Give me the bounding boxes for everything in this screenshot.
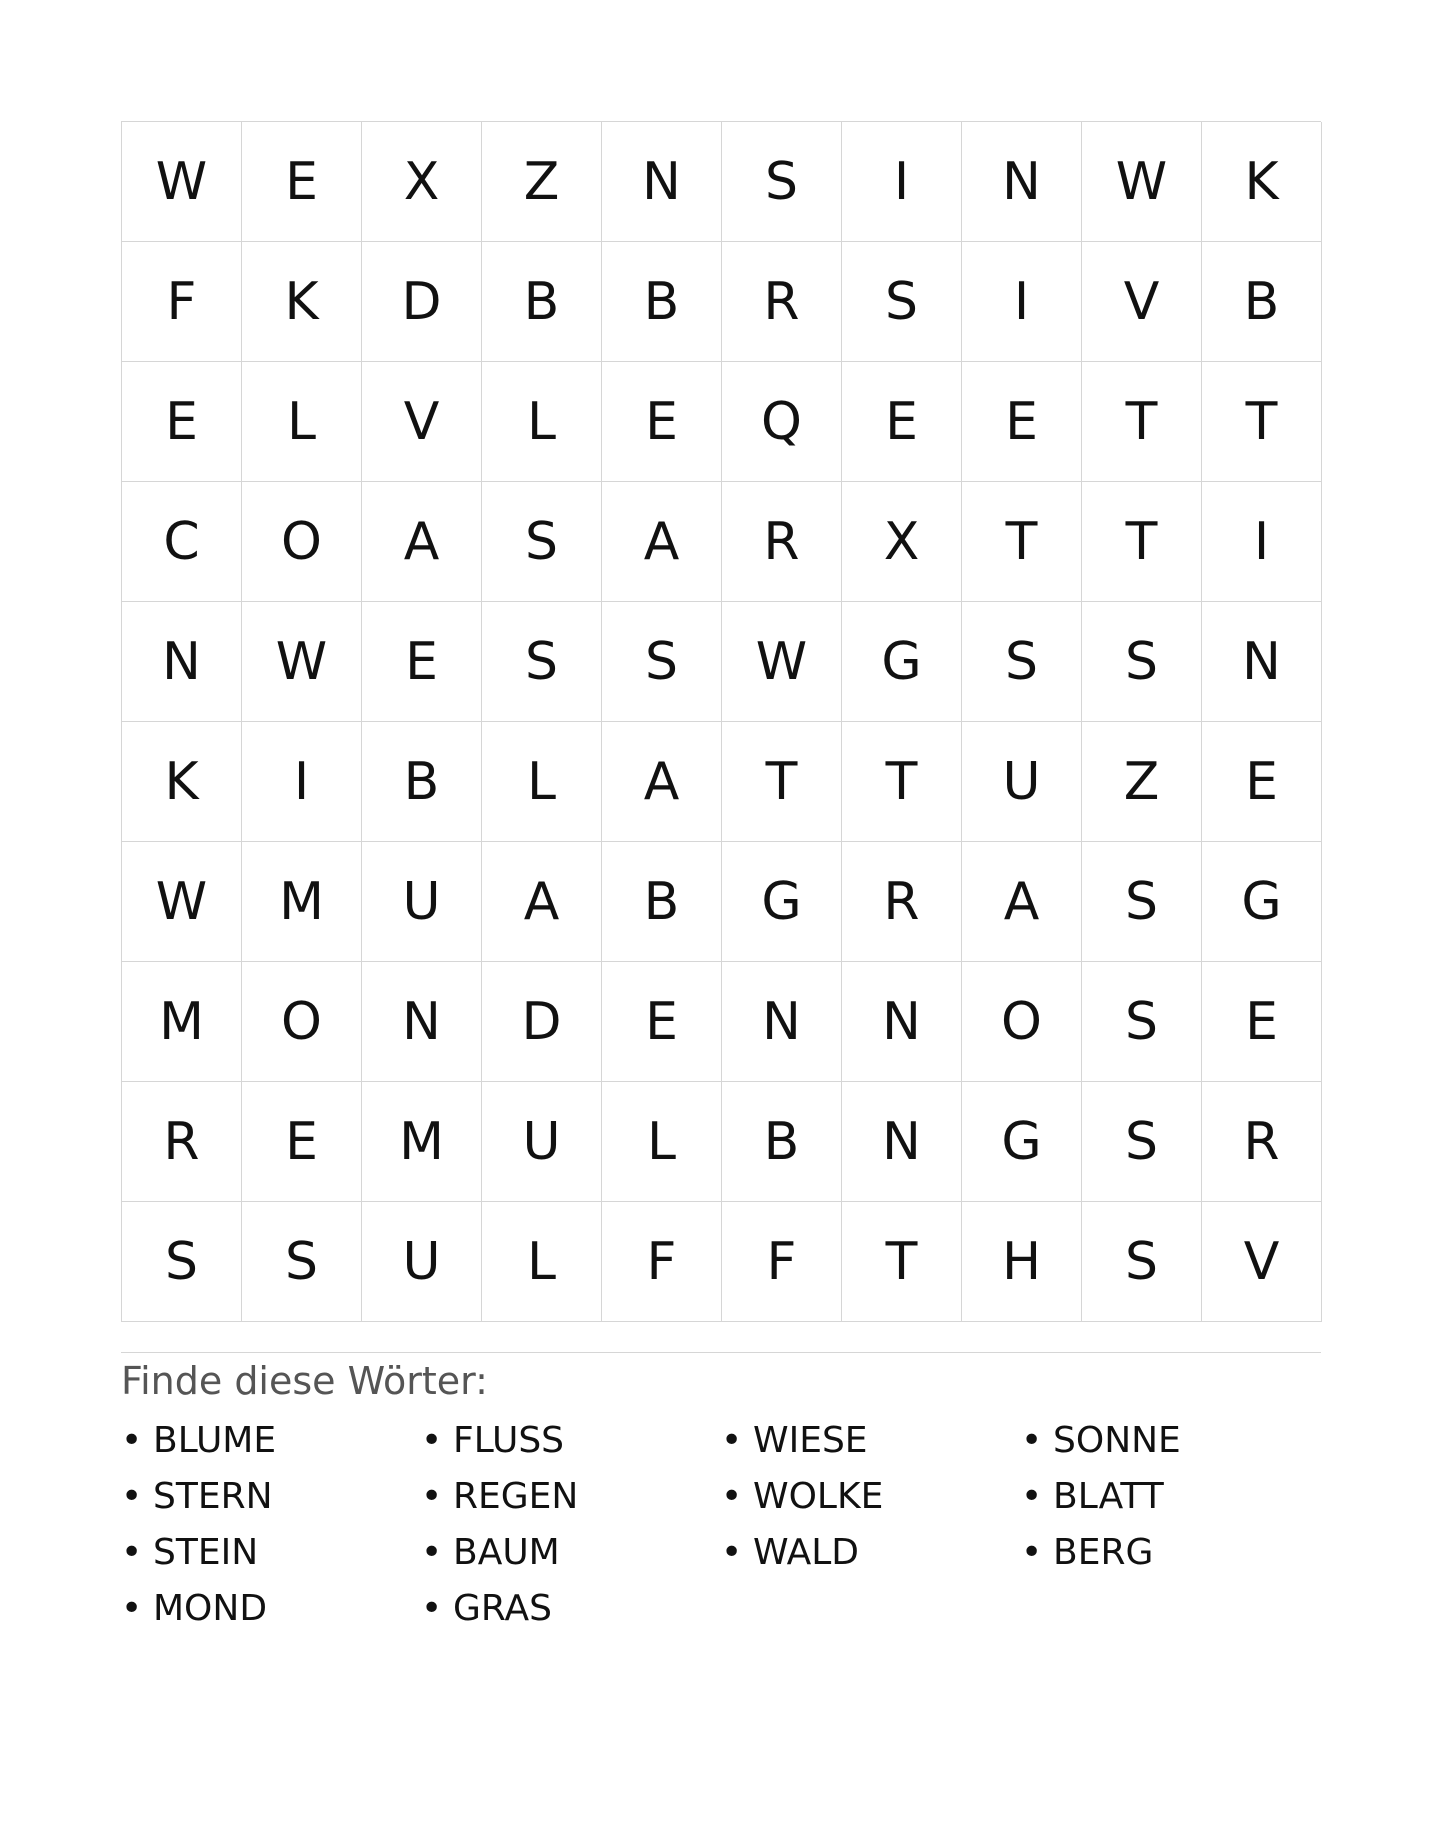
- bullet-icon: •: [721, 1532, 743, 1573]
- grid-cell[interactable]: A: [602, 482, 722, 602]
- grid-cell[interactable]: S: [602, 602, 722, 722]
- grid-cell[interactable]: R: [722, 242, 842, 362]
- grid-cell[interactable]: M: [242, 842, 362, 962]
- word-list-item: [421, 1469, 721, 1525]
- bullet-icon: •: [121, 1420, 143, 1461]
- grid-cell[interactable]: E: [122, 362, 242, 482]
- grid-cell[interactable]: E: [602, 362, 722, 482]
- grid-cell[interactable]: R: [842, 842, 962, 962]
- bullet-icon: •: [721, 1476, 743, 1517]
- grid-cell[interactable]: F: [602, 1202, 722, 1322]
- grid-cell[interactable]: A: [602, 722, 722, 842]
- grid-cell[interactable]: T: [842, 722, 962, 842]
- word-list-item: [121, 1413, 421, 1469]
- grid-cell[interactable]: K: [242, 242, 362, 362]
- grid-cell[interactable]: S: [122, 1202, 242, 1322]
- word-list-item: [721, 1525, 1021, 1581]
- grid-cell[interactable]: N: [362, 962, 482, 1082]
- grid-cell[interactable]: I: [1202, 482, 1322, 602]
- grid-cell[interactable]: T: [962, 482, 1082, 602]
- bullet-icon: •: [1021, 1476, 1043, 1517]
- grid-cell[interactable]: L: [482, 362, 602, 482]
- word-label: WALD: [753, 1532, 860, 1573]
- grid-cell[interactable]: T: [842, 1202, 962, 1322]
- bullet-icon: •: [1021, 1532, 1043, 1573]
- word-list-item: [721, 1469, 1021, 1525]
- grid-cell[interactable]: B: [482, 242, 602, 362]
- grid-cell[interactable]: E: [962, 362, 1082, 482]
- bullet-icon: •: [421, 1532, 443, 1573]
- grid-cell[interactable]: A: [482, 842, 602, 962]
- word-list-heading: Finde diese Wörter:: [121, 1359, 488, 1403]
- grid-cell[interactable]: V: [362, 362, 482, 482]
- word-label: REGEN: [453, 1476, 579, 1517]
- grid-cell[interactable]: S: [1082, 1082, 1202, 1202]
- grid-cell[interactable]: W: [1082, 122, 1202, 242]
- grid-cell[interactable]: M: [122, 962, 242, 1082]
- grid-cell[interactable]: W: [242, 602, 362, 722]
- grid-cell[interactable]: S: [242, 1202, 362, 1322]
- grid-cell[interactable]: E: [1202, 962, 1322, 1082]
- word-label: FLUSS: [453, 1420, 565, 1461]
- grid-cell[interactable]: G: [842, 602, 962, 722]
- grid-cell[interactable]: L: [482, 1202, 602, 1322]
- word-label: SONNE: [1053, 1420, 1181, 1461]
- grid-cell[interactable]: S: [1082, 1202, 1202, 1322]
- grid-cell[interactable]: A: [962, 842, 1082, 962]
- divider: [121, 1352, 1321, 1353]
- grid-cell[interactable]: U: [362, 842, 482, 962]
- word-search-puzzle: [121, 121, 1321, 1637]
- grid-cell[interactable]: S: [962, 602, 1082, 722]
- grid-cell[interactable]: K: [1202, 122, 1322, 242]
- grid-cell[interactable]: N: [602, 122, 722, 242]
- word-list-item: [421, 1413, 721, 1469]
- grid-cell[interactable]: S: [722, 122, 842, 242]
- grid-cell[interactable]: R: [122, 1082, 242, 1202]
- grid-cell[interactable]: B: [1202, 242, 1322, 362]
- grid-cell[interactable]: E: [242, 1082, 362, 1202]
- word-list-item: [721, 1581, 1021, 1637]
- grid-cell[interactable]: A: [362, 482, 482, 602]
- bullet-icon: •: [121, 1532, 143, 1573]
- grid-cell[interactable]: I: [242, 722, 362, 842]
- word-list-item: [721, 1413, 1021, 1469]
- grid-cell[interactable]: T: [1202, 362, 1322, 482]
- grid-cell[interactable]: E: [1202, 722, 1322, 842]
- bullet-icon: •: [121, 1588, 143, 1629]
- grid-cell[interactable]: S: [1082, 602, 1202, 722]
- word-label: BLUME: [153, 1420, 277, 1461]
- bullet-icon: •: [421, 1588, 443, 1629]
- bullet-icon: •: [421, 1420, 443, 1461]
- grid-cell[interactable]: X: [362, 122, 482, 242]
- grid-cell[interactable]: I: [962, 242, 1082, 362]
- grid-cell[interactable]: L: [602, 1082, 722, 1202]
- grid-cell[interactable]: K: [122, 722, 242, 842]
- grid-cell[interactable]: S: [842, 242, 962, 362]
- grid-cell[interactable]: S: [1082, 962, 1202, 1082]
- grid-cell[interactable]: R: [722, 482, 842, 602]
- grid-cell[interactable]: S: [482, 602, 602, 722]
- grid-cell[interactable]: W: [122, 122, 242, 242]
- grid-cell[interactable]: Q: [722, 362, 842, 482]
- grid-cell[interactable]: N: [842, 1082, 962, 1202]
- bullet-icon: •: [421, 1476, 443, 1517]
- word-label: BERG: [1053, 1532, 1154, 1573]
- grid-cell[interactable]: O: [242, 482, 362, 602]
- grid-cell[interactable]: F: [722, 1202, 842, 1322]
- word-list-item: [421, 1525, 721, 1581]
- word-label: STERN: [153, 1476, 273, 1517]
- grid-cell[interactable]: U: [962, 722, 1082, 842]
- word-label: BLATT: [1053, 1476, 1164, 1517]
- grid-cell[interactable]: L: [482, 722, 602, 842]
- grid-cell[interactable]: B: [362, 722, 482, 842]
- grid-cell[interactable]: B: [602, 842, 722, 962]
- word-label: STEIN: [153, 1532, 259, 1573]
- word-list-item: [1021, 1581, 1321, 1637]
- grid-cell[interactable]: I: [842, 122, 962, 242]
- word-label: BAUM: [453, 1532, 560, 1573]
- grid-cell[interactable]: N: [1202, 602, 1322, 722]
- word-label: WOLKE: [753, 1476, 884, 1517]
- grid-cell[interactable]: N: [722, 962, 842, 1082]
- word-list-item: [1021, 1413, 1321, 1469]
- grid-cell[interactable]: S: [1082, 842, 1202, 962]
- word-label: WIESE: [753, 1420, 868, 1461]
- word-label: GRAS: [453, 1588, 552, 1629]
- grid-cell[interactable]: G: [962, 1082, 1082, 1202]
- word-list-item: [121, 1469, 421, 1525]
- grid-cell[interactable]: B: [602, 242, 722, 362]
- grid-cell[interactable]: U: [362, 1202, 482, 1322]
- grid-cell[interactable]: X: [842, 482, 962, 602]
- grid-cell[interactable]: E: [362, 602, 482, 722]
- grid-cell[interactable]: D: [362, 242, 482, 362]
- grid-cell[interactable]: T: [1082, 362, 1202, 482]
- bullet-icon: •: [721, 1420, 743, 1461]
- grid-cell[interactable]: N: [962, 122, 1082, 242]
- grid-cell[interactable]: G: [1202, 842, 1322, 962]
- grid-cell[interactable]: C: [122, 482, 242, 602]
- grid-cell[interactable]: E: [602, 962, 722, 1082]
- grid-cell[interactable]: N: [842, 962, 962, 1082]
- grid-cell[interactable]: R: [1202, 1082, 1322, 1202]
- grid-cell[interactable]: Z: [1082, 722, 1202, 842]
- grid-cell[interactable]: V: [1082, 242, 1202, 362]
- letter-grid: [121, 121, 1321, 1322]
- grid-cell[interactable]: W: [122, 842, 242, 962]
- grid-cell[interactable]: H: [962, 1202, 1082, 1322]
- grid-cell[interactable]: N: [122, 602, 242, 722]
- grid-cell[interactable]: S: [482, 482, 602, 602]
- word-list-item: [1021, 1525, 1321, 1581]
- word-label: MOND: [153, 1588, 268, 1629]
- grid-cell[interactable]: O: [962, 962, 1082, 1082]
- grid-cell[interactable]: G: [722, 842, 842, 962]
- grid-cell[interactable]: F: [122, 242, 242, 362]
- grid-cell[interactable]: W: [722, 602, 842, 722]
- grid-cell[interactable]: U: [482, 1082, 602, 1202]
- word-list-item: [1021, 1469, 1321, 1525]
- grid-cell[interactable]: T: [722, 722, 842, 842]
- grid-cell[interactable]: E: [842, 362, 962, 482]
- grid-cell[interactable]: E: [242, 122, 362, 242]
- word-list: [121, 1413, 1321, 1637]
- grid-cell[interactable]: Z: [482, 122, 602, 242]
- grid-cell[interactable]: M: [362, 1082, 482, 1202]
- grid-cell[interactable]: V: [1202, 1202, 1322, 1322]
- word-list-item: [121, 1525, 421, 1581]
- grid-cell[interactable]: O: [242, 962, 362, 1082]
- bullet-icon: •: [121, 1476, 143, 1517]
- word-list-item: [121, 1581, 421, 1637]
- grid-cell[interactable]: T: [1082, 482, 1202, 602]
- grid-cell[interactable]: D: [482, 962, 602, 1082]
- word-list-item: [421, 1581, 721, 1637]
- grid-cell[interactable]: B: [722, 1082, 842, 1202]
- grid-cell[interactable]: L: [242, 362, 362, 482]
- bullet-icon: •: [1021, 1420, 1043, 1461]
